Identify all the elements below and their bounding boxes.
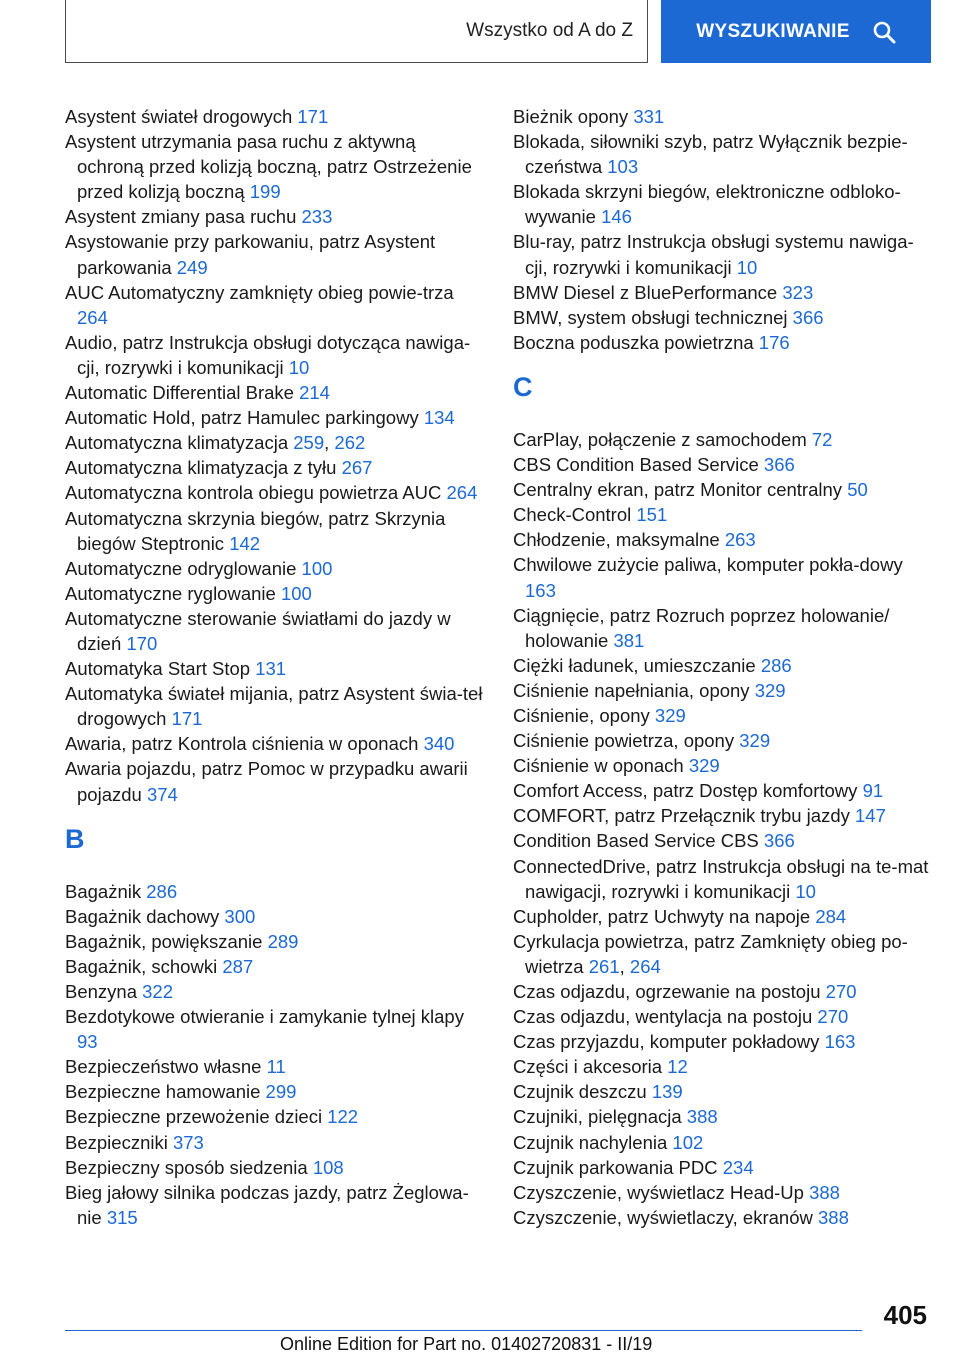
page-link[interactable]: 289 [267, 930, 299, 952]
page-link[interactable]: 151 [636, 504, 668, 526]
index-entry [513, 728, 933, 753]
index-entry-text: Automatic Differential Brake [65, 382, 294, 404]
page-link[interactable]: 329 [654, 704, 686, 726]
index-entry [65, 731, 485, 756]
index-entry-text: Czujnik parkowania PDC [513, 1156, 718, 1178]
page-link[interactable]: 299 [265, 1081, 297, 1103]
page-link[interactable]: 329 [688, 755, 720, 777]
index-entry-text: Bieżnik opony [513, 106, 629, 127]
index-entry [513, 678, 933, 703]
index-entry [65, 480, 485, 505]
index-entry [65, 229, 485, 279]
page-link[interactable]: 93 [77, 1031, 98, 1053]
index-entry [513, 1155, 933, 1180]
index-entry [65, 581, 485, 606]
page-link[interactable]: 264 [77, 306, 108, 328]
page-link[interactable]: 315 [106, 1206, 138, 1228]
index-entry [65, 656, 485, 681]
index-entry-text: Automatyczne sterowanie światłami do jazdy w dzień [65, 607, 451, 654]
page-link[interactable]: 91 [862, 780, 884, 802]
page-link[interactable]: 72 [811, 428, 833, 450]
index-entry-text: Asystent świateł drogowych [65, 106, 293, 127]
index-entry [513, 1104, 933, 1129]
index-list-b [65, 879, 485, 1230]
index-entry [513, 803, 933, 828]
index-entry-text: Centralny ekran, patrz Monitor centralny [513, 479, 843, 501]
index-entry [65, 1079, 485, 1104]
page-link[interactable]: 270 [825, 981, 857, 1002]
index-entry [65, 204, 485, 229]
page-link[interactable]: 366 [792, 306, 824, 328]
index-entry [513, 904, 933, 929]
index-entry-text: Automatyczne ryglowanie [65, 582, 276, 604]
page-link[interactable]: 199 [249, 181, 281, 203]
tab-a-to-z[interactable] [65, 0, 648, 63]
index-entry-text: Ciśnienie powietrza, opony [513, 730, 735, 752]
index-entry-text: Bagażnik, powiększanie [65, 930, 263, 952]
index-column-left [65, 104, 485, 1230]
index-list-b-continued [513, 104, 933, 355]
index-entry-text: Automatic Hold, patrz Hamulec parkingowy [65, 407, 419, 429]
index-entry [513, 854, 933, 904]
page-link[interactable]: 214 [299, 382, 330, 404]
index-entry [65, 506, 485, 556]
index-entry-text: CBS Condition Based Service [513, 454, 759, 476]
page-link[interactable]: 286 [146, 880, 178, 902]
index-entry-text: ConnectedDrive, patrz Instrukcja obsługi na te-mat nawigacji, rozrywki i komunikacji [513, 855, 929, 902]
index-entry-text: Blokada, siłowniki szyb, patrz Wyłącznik bezpie-czeństwa [513, 131, 908, 178]
index-entry-text: Blu-ray, patrz Instrukcja obsługi systemu nawiga-cji, rozrywki i komunikacji [513, 231, 914, 278]
page-link[interactable]: 286 [760, 654, 792, 676]
page-link[interactable]: 388 [686, 1106, 718, 1128]
page-link[interactable]: 11 [266, 1056, 286, 1078]
page-link[interactable]: 134 [423, 407, 455, 429]
page-link[interactable]: 100 [280, 582, 312, 604]
index-entry [65, 455, 485, 480]
index-entry [513, 330, 933, 355]
index-entry [513, 603, 933, 653]
page-link[interactable]: 131 [255, 658, 287, 680]
page-link[interactable]: 267 [341, 457, 373, 479]
index-entry [513, 979, 933, 1004]
index-entry-text: Bezpieczne przewożenie dzieci [65, 1106, 323, 1128]
page-link[interactable]: 10 [736, 256, 758, 278]
index-entry [65, 979, 485, 1004]
index-entry-text: Blokada skrzyni biegów, elektroniczne odbloko-wywanie [513, 181, 901, 228]
index-entry [65, 929, 485, 954]
page-link[interactable]: 147 [855, 805, 886, 827]
page-link[interactable]: 233 [301, 206, 333, 228]
page-link[interactable]: 12 [667, 1056, 688, 1078]
index-entry-text: Czujnik deszczu [513, 1081, 647, 1103]
page-link[interactable]: 103 [607, 156, 639, 178]
index-entry-text: Bagażnik [65, 880, 142, 902]
index-entry-text: Automatyczna kontrola obiegu powietrza AUC [65, 482, 442, 504]
page-link[interactable]: 388 [809, 1181, 840, 1203]
index-entry: Automatyczna klimatyzacja 259, 262 [65, 432, 366, 454]
index-entry [65, 1180, 485, 1230]
index-entry [513, 703, 933, 728]
page-link[interactable]: 329 [739, 730, 771, 752]
index-entry [513, 229, 933, 279]
index-entry-text: Czujnik nachylenia [513, 1131, 668, 1153]
page-link[interactable]: 329 [754, 679, 786, 701]
index-entry-text: Asystowanie przy parkowaniu, patrz Asystent parkowania [65, 231, 436, 278]
tab-search[interactable] [661, 0, 931, 63]
index-entry-text: Condition Based Service CBS [513, 830, 759, 852]
index-entry-text: Czujniki, pielęgnacja [513, 1106, 682, 1128]
header [65, 0, 931, 64]
index-entry [513, 778, 933, 803]
index-entry-text: Benzyna [65, 981, 137, 1002]
page-link[interactable]: 122 [327, 1106, 359, 1128]
index-entry-text: Bezdotykowe otwieranie i zamykanie tylnej klapy [65, 1006, 464, 1028]
page-link[interactable]: 366 [763, 454, 795, 476]
index-entry [513, 427, 933, 452]
index-entry-text: Ciągnięcie, patrz Rozruch poprzez holowanie/ holowanie [513, 604, 890, 651]
index-entry [513, 527, 933, 552]
index-entry-text: Czyszczenie, wyświetlaczy, ekranów [513, 1206, 813, 1228]
index-entry-text: Czyszczenie, wyświetlacz Head-Up [513, 1181, 804, 1203]
index-entry-text: AUC Automatyczny zamknięty obieg powie-trza [65, 281, 454, 303]
page-link[interactable]: 100 [301, 557, 333, 579]
index-entry-text: Check-Control [513, 504, 632, 526]
index-entry [65, 1104, 485, 1129]
index-entry-text: Bezpieczeństwo własne [65, 1056, 262, 1078]
index-entry-text: Chwilowe zużycie paliwa, komputer pokła-dowy [513, 554, 903, 576]
page-link[interactable]: 374 [146, 783, 178, 805]
page-link[interactable]: 170 [126, 632, 158, 654]
index-entry-text: Cupholder, patrz Uchwyty na napoje [513, 905, 811, 927]
page-link[interactable]: 146 [601, 206, 632, 228]
index-column-right [513, 104, 933, 1230]
index-entry: Cyrkulacja powietrza, patrz Zamknięty obieg po-wietrza 261, 264 [513, 930, 908, 977]
index-entry-text: Bezpieczne hamowanie [65, 1081, 261, 1103]
index-entry [65, 954, 485, 979]
index-entry-text: Automatyczna klimatyzacja [65, 432, 289, 454]
index-entry [65, 681, 485, 731]
index-entry [65, 904, 485, 929]
page-link[interactable]: 388 [818, 1206, 849, 1228]
index-entry [65, 556, 485, 581]
page-link[interactable]: 340 [423, 733, 455, 755]
index-entry [513, 1054, 933, 1079]
index-entry [65, 280, 485, 330]
page-link[interactable]: 270 [817, 1006, 849, 1028]
index-list-c [513, 427, 933, 1230]
page-link[interactable]: 163 [525, 579, 556, 601]
index-entry [513, 280, 933, 305]
page-link[interactable]: 287 [222, 955, 254, 977]
index-entry [513, 1180, 933, 1205]
index-entry-text: CarPlay, połączenie z samochodem [513, 428, 807, 450]
page-link[interactable]: 322 [142, 981, 174, 1002]
index-entry-text: Audio, patrz Instrukcja obsługi dotycząca nawiga-cji, rozrywki i komunikacji [65, 331, 471, 378]
index-entry [513, 753, 933, 778]
index-entry [513, 129, 933, 179]
page-link[interactable]: 259 [293, 432, 325, 454]
page-link[interactable]: 249 [176, 256, 208, 278]
page-link[interactable]: 176 [758, 331, 790, 353]
index-entry [65, 129, 485, 204]
index-list-a [65, 104, 485, 807]
index-entry-text: Chłodzenie, maksymalne [513, 529, 720, 551]
index-entry [65, 405, 485, 430]
index-entry [513, 1029, 933, 1054]
index-entry [513, 552, 933, 602]
index-entry-text: Bagażnik, schowki [65, 955, 218, 977]
index-entry-text: Automatyczna klimatyzacja z tyłu [65, 457, 337, 479]
index-entry [513, 828, 933, 853]
index-entry [65, 104, 485, 129]
page-link[interactable]: 331 [633, 106, 665, 127]
index-entry-text: Comfort Access, patrz Dostęp komfortowy [513, 780, 858, 802]
page-link[interactable]: 264 [629, 955, 661, 977]
page-link[interactable]: 10 [288, 356, 310, 378]
index-entry-text: Boczna poduszka powietrzna [513, 331, 754, 353]
index-entry-text: Czas odjazdu, wentylacja na postoju [513, 1006, 813, 1028]
page-link[interactable]: 142 [229, 532, 261, 554]
page-number: 405 [883, 1300, 927, 1330]
index-entry [65, 330, 485, 380]
tab-a-to-z-label: Wszystko od A do Z [466, 20, 633, 41]
page-link[interactable]: 366 [763, 830, 795, 852]
page-link[interactable]: 139 [651, 1081, 683, 1103]
index-entry-text: COMFORT, patrz Przełącznik trybu jazdy [513, 805, 850, 827]
footer-divider [65, 1330, 862, 1331]
index-entry [513, 502, 933, 527]
page-link[interactable]: 171 [297, 106, 329, 127]
page-link[interactable]: 234 [722, 1156, 754, 1178]
index-entry [513, 1130, 933, 1155]
search-icon [872, 20, 896, 44]
index-entry [513, 1079, 933, 1104]
page-link[interactable]: 108 [312, 1156, 344, 1178]
page-link[interactable]: 323 [782, 281, 814, 303]
index-letter-heading: C [513, 371, 533, 402]
index-entry-text: Czas odjazdu, ogrzewanie na postoju [513, 981, 821, 1002]
index-entry-text: Bagażnik dachowy [65, 905, 220, 927]
page-link[interactable]: 102 [672, 1131, 704, 1153]
index-entry [513, 477, 933, 502]
page-link[interactable]: 284 [815, 905, 847, 927]
page-link[interactable]: 263 [724, 529, 756, 551]
index-entry [513, 1004, 933, 1029]
index-entry [65, 1130, 485, 1155]
index-entry [513, 1205, 933, 1230]
page-link[interactable]: 262 [334, 432, 366, 454]
index-entry-text: Ciśnienie w oponach [513, 755, 684, 777]
index-entry [513, 452, 933, 477]
index-entry [65, 1004, 485, 1054]
page-link[interactable]: 171 [171, 708, 203, 730]
page-link[interactable]: 50 [847, 479, 868, 501]
index-entry-text: Bieg jałowy silnika podczas jazdy, patrz Żeglowa-nie [65, 1181, 469, 1228]
tab-search-label: WYSZUKIWANIE [696, 20, 850, 42]
index-entry-text: Awaria, patrz Kontrola ciśnienia w oponach [65, 733, 419, 755]
index-entry [65, 756, 485, 806]
page-link[interactable]: 10 [795, 880, 816, 902]
index-entry [65, 606, 485, 656]
index-entry-text: Asystent utrzymania pasa ruchu z aktywną ochroną przed kolizją boczną, patrz Ostrzeżenie przed kolizją boczną [65, 131, 472, 203]
index-entry [513, 179, 933, 229]
page-link[interactable]: 300 [224, 905, 256, 927]
index-entry-text: Automatyka Start Stop [65, 658, 251, 680]
index-entry-text: Czas przyjazdu, komputer pokładowy [513, 1031, 820, 1053]
page-link[interactable]: 373 [172, 1131, 204, 1153]
index-entry-text: Automatyczne odryglowanie [65, 557, 297, 579]
index-entry-text: Ciśnienie, opony [513, 704, 650, 726]
index-entry-text: Ciężki ładunek, umieszczanie [513, 654, 756, 676]
page-link[interactable]: 163 [824, 1031, 856, 1053]
index-entry [65, 1054, 485, 1079]
index-entry [513, 653, 933, 678]
index-entry-text: BMW Diesel z BluePerformance [513, 281, 778, 303]
index-entry-text: Cyrkulacja powietrza, patrz Zamknięty obieg po-wietrza [513, 930, 908, 977]
index-entry [65, 380, 485, 405]
index-entry-text: Bezpieczniki [65, 1131, 168, 1153]
index-entry-text: Bezpieczny sposób siedzenia [65, 1156, 308, 1178]
page-link[interactable]: 264 [446, 482, 478, 504]
index-entry [65, 1155, 485, 1180]
index-entry [513, 104, 933, 129]
index-entry-text: Ciśnienie napełniania, opony [513, 679, 750, 701]
index-entry-text: Asystent zmiany pasa ruchu [65, 206, 297, 228]
footer-edition: Online Edition for Part no. 01402720831 - II/19 [280, 1334, 653, 1354]
index-entry-text: BMW, system obsługi technicznej [513, 306, 788, 328]
page-link[interactable]: 381 [613, 629, 645, 651]
index-entry [513, 305, 933, 330]
index-entry-text: Awaria pojazdu, patrz Pomoc w przypadku awarii pojazdu [65, 758, 468, 805]
index-letter-heading: B [65, 823, 85, 854]
index-entry [65, 879, 485, 904]
index-entry-text: Automatyczna skrzynia biegów, patrz Skrzynia biegów Steptronic [65, 507, 446, 554]
page-link[interactable]: 261 [588, 955, 620, 977]
index-entry-text: Części i akcesoria [513, 1056, 663, 1078]
index-entry-text: Automatyka świateł mijania, patrz Asystent świa-teł drogowych [65, 683, 483, 730]
